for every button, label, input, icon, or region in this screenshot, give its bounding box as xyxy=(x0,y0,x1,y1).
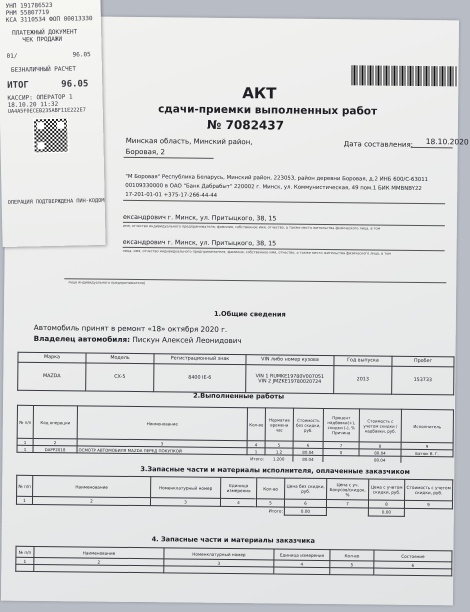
index-cell: 3 xyxy=(77,439,247,448)
column-header: Состояние xyxy=(374,550,452,562)
column-header: Цена с учетом скидки, руб. xyxy=(369,479,405,500)
totals-total: 80.04 xyxy=(359,456,401,463)
vehicle-model: CX-5 xyxy=(86,363,154,392)
index-cell: 7 xyxy=(326,500,368,508)
column-header: VIN либо номер кузова xyxy=(246,355,334,366)
work-name: ОСМОТР АВТОМОБИЛЯ MAZDA ПЕРЕД ПОКУПКОЙ xyxy=(77,446,247,455)
index-cell: 9 xyxy=(401,442,453,450)
totals-price: 80.04 xyxy=(293,455,323,462)
totals-total: 0.00 xyxy=(368,508,404,516)
column-header: Единица измерения xyxy=(221,477,257,498)
receipt-total-value: 96.05 xyxy=(61,79,89,90)
index-cell: 4 xyxy=(220,498,256,506)
date-value: 18.10.2020 xyxy=(425,137,469,147)
index-cell: 5 xyxy=(256,499,284,507)
receipt-line: КСА 3110534 ФОП 00013330 xyxy=(5,15,93,24)
owner-row xyxy=(34,334,242,345)
totals-label: Итого: xyxy=(268,508,283,514)
index-cell: 4 xyxy=(247,441,265,448)
vehicle-vin xyxy=(246,365,334,394)
act-subtitle: сдачи-приемки выполненных работ xyxy=(158,103,378,118)
index-cell: 3 xyxy=(150,498,220,507)
row-number: 1 xyxy=(17,445,33,452)
index-cell: 2 xyxy=(34,557,164,565)
receipt-ux-code: UA4A5F0ECEB235ABF11E222E7 xyxy=(7,107,86,115)
representative-hint: лице индивидуального предпринимателя) xyxy=(68,280,146,286)
empty-cell xyxy=(34,564,164,572)
org-line-3: 17-201-01-01 +375-17-266-44-44 xyxy=(125,191,218,199)
column-header: Пробег xyxy=(392,356,454,367)
receipt-line: ПЛАТЕЖНЫЙ ДОКУМЕНТ xyxy=(12,28,78,37)
column-header: Исполнитель xyxy=(401,409,453,443)
receipt-confirmation: ОПЕРАЦИЯ ПОДТВЕРЖДЕНА ПИН-КОДОМ xyxy=(7,197,105,206)
work-percent: 0 xyxy=(323,448,359,455)
qr-code-icon xyxy=(34,119,68,153)
section-general-heading: 1.Общие сведения xyxy=(213,309,286,319)
totals-norm: 1.200 xyxy=(265,455,293,462)
totals-price: 0.00 xyxy=(284,507,326,515)
totals-empty xyxy=(401,456,453,463)
column-header: Стоимость без скидки, руб. xyxy=(293,408,323,441)
vin-1: VIN 1 RUMKE19780V007051 xyxy=(255,373,325,380)
index-cell: 6 xyxy=(284,499,326,507)
act-title: АКТ xyxy=(242,84,277,103)
totals-empty xyxy=(404,508,452,517)
parts-table xyxy=(16,475,453,518)
customer-line-1: ександрович г. Минск, ул. Притыцкого, 38, 15 xyxy=(122,213,277,223)
column-header: Единица измерения xyxy=(274,549,330,561)
totals-empty xyxy=(323,455,359,462)
column-header: Наименование xyxy=(77,406,247,441)
index-cell: 6 xyxy=(293,441,323,448)
divider xyxy=(124,157,214,159)
operation-code: DAPP2018 xyxy=(33,445,77,452)
index-cell: 4 xyxy=(274,560,330,568)
receipt-amount: 96.05 xyxy=(72,51,91,59)
receipt-line: УНП 191786523 xyxy=(5,1,53,10)
index-cell: 7 xyxy=(323,441,359,448)
index-cell: 8 xyxy=(359,442,401,449)
empty-cell xyxy=(16,564,34,571)
column-header: Наименование xyxy=(34,546,164,558)
vehicle-make: MAZDA xyxy=(18,362,86,391)
customer-line-2: ександрович г. Минск, ул. Притыцкого, 38, 15 xyxy=(122,238,277,248)
divider xyxy=(411,147,453,148)
works-table xyxy=(16,405,454,464)
column-header: Код операции xyxy=(33,405,77,438)
column-header: Регистрационный знак xyxy=(154,354,246,365)
owner-label: Владелец автомобиля: xyxy=(33,333,131,344)
index-cell: 2 xyxy=(33,438,77,445)
receipt-datetime: 18.10.20 11:32 xyxy=(7,100,59,109)
column-header: Модель xyxy=(86,353,154,364)
receipt-line: ЧЕК ПРОДАЖИ xyxy=(22,35,63,44)
index-cell: 1 xyxy=(16,496,32,504)
table-row xyxy=(18,362,454,395)
receipt-line: РНМ 55807719 xyxy=(5,9,50,17)
index-cell: 9 xyxy=(404,500,452,509)
date-label: Дата составления: xyxy=(343,140,414,149)
owner-name: Пискун Алексей Леонидович xyxy=(132,334,242,346)
column-header: Норматив времени час xyxy=(265,408,293,441)
index-cell: 3 xyxy=(164,559,274,567)
location-region: Минская область, Минский район, xyxy=(125,136,253,147)
cash-receipt xyxy=(0,0,106,247)
vehicle-table xyxy=(17,352,454,396)
section-customer-parts-heading: 4. Запасные части и материалы заказчика xyxy=(151,535,316,545)
column-header: Кол-во xyxy=(330,550,374,561)
table-header-row xyxy=(17,405,453,443)
receipt-line: БЕЗНАЛИЧНЫЙ РАСЧЕТ xyxy=(10,65,77,74)
org-line-2: 00109330000 в ОАО "Банк Дабрабыт" 220002 г. Минск, ул. Коммунистическая, 49 пом.1 БИК MMBNBY22 xyxy=(125,182,422,193)
divider xyxy=(123,200,445,204)
receipt-total-label: ИТОГ xyxy=(7,80,30,91)
work-price: 80.04 xyxy=(293,448,323,455)
column-header: № п/п xyxy=(17,475,33,496)
work-qty: 1 xyxy=(247,448,265,455)
column-header: Номенклатурный номер xyxy=(164,548,274,560)
location-street: Боровая, 2 xyxy=(125,147,166,157)
empty-cell xyxy=(164,566,274,574)
empty-cell xyxy=(274,567,330,575)
index-cell: 8 xyxy=(368,500,404,508)
section-parts-heading: 3.Запасные части и материалы исполнителя, оплаченные заказчиком xyxy=(140,465,410,476)
index-cell: 6 xyxy=(374,561,452,569)
column-header: Стоимость с учетом скидки, руб. xyxy=(405,479,453,501)
totals-label: Итого: xyxy=(250,455,264,461)
accepted-date: Автомобиль принят в ремонт «18» октября 2020 г. xyxy=(33,322,228,334)
column-header: Процент надбавки(+), скидки (-), % Причина xyxy=(323,408,359,441)
receipt-line: 01/ xyxy=(6,52,18,60)
column-header: Номенклатурный номер xyxy=(151,477,221,499)
section-works-heading: 2.Выполненные работы xyxy=(193,391,285,401)
vehicle-mileage: 153733 xyxy=(392,366,454,395)
column-header: Стоимость с учетом скидки / надбавки, руб. xyxy=(359,409,401,442)
totals-empty xyxy=(326,508,368,516)
column-header: Цена с уч. Бонусов/скидок, % xyxy=(327,479,369,500)
index-cell: 2 xyxy=(32,496,150,505)
customer-hint-1: имя, отчество индивидуального предпринимателя, фамилия, собственное имя, отчество, а также место жительства физического лица, в том xyxy=(122,223,381,231)
barcode-icon xyxy=(351,65,457,86)
empty-cell xyxy=(374,568,452,576)
column-header: Кол-во xyxy=(247,408,265,441)
org-line-1: "М Боровая" Республика Беларусь, Минский район, 223053, район деревни Боровая, д.2 ИНБ 600/C-63011 xyxy=(125,173,429,184)
column-header: Марка xyxy=(18,352,86,363)
vehicle-plate: 8400 IE-6 xyxy=(154,364,246,393)
column-header: Кол-во xyxy=(257,478,285,499)
index-cell: 5 xyxy=(265,441,293,448)
index-cell: 1 xyxy=(17,438,33,445)
column-header: № п/п xyxy=(16,546,34,557)
column-header: № п/п xyxy=(17,405,33,438)
vehicle-year: 2013 xyxy=(334,366,392,395)
customer-parts-table xyxy=(15,546,452,577)
index-cell: 5 xyxy=(330,561,374,568)
column-header: Год выпуска xyxy=(334,356,392,367)
column-header: Цена без скидки, руб. xyxy=(285,478,327,499)
act-number: № 7082437 xyxy=(206,117,285,133)
empty-cell xyxy=(330,568,374,575)
work-total: 80.04 xyxy=(359,449,401,456)
work-norm: 1.2 xyxy=(265,448,293,455)
index-cell: 1 xyxy=(16,557,34,564)
vin-2: VIN 2 JMZKE19780020724 xyxy=(258,378,322,385)
work-executor: Батюк В. Г. xyxy=(401,449,453,457)
customer-hint-2: лица, имя, отчество индивидуального предпринимателя, фамилия, собственное имя, отчество, а также место жительства физического лица, в том xyxy=(122,248,391,256)
column-header: Наименование xyxy=(33,475,151,497)
receipt-cashier: КАССИР: ОПЕРАТОР 1 xyxy=(7,93,73,102)
